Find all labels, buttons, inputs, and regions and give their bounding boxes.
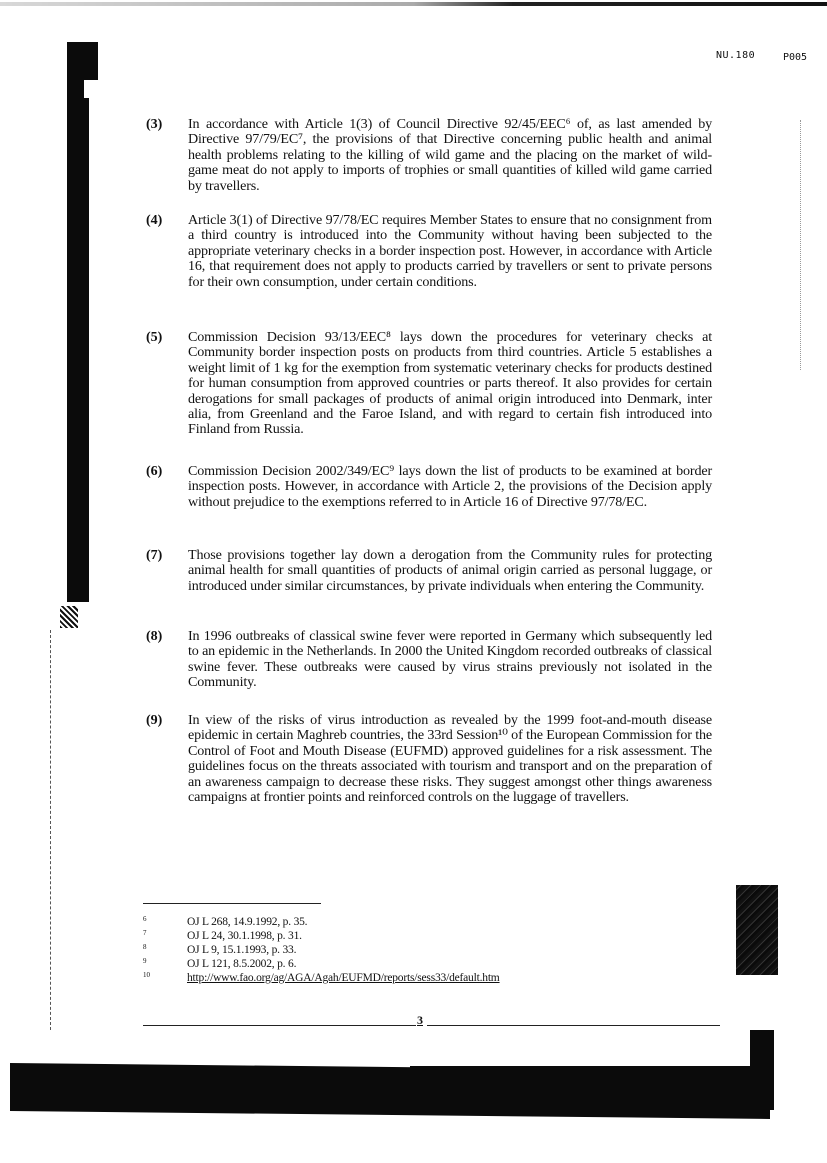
footnote-text: OJ L 121, 8.5.2002, p. 6.	[187, 958, 297, 970]
paragraph-number: (6)	[146, 464, 163, 479]
footnote-marker: 7	[143, 929, 147, 937]
footnote-marker: 10	[143, 971, 150, 979]
fax-page-label: P005	[783, 52, 808, 63]
page-rule-right	[427, 1025, 720, 1026]
scan-left-black-notch	[84, 42, 98, 80]
scan-left-bar-gap	[84, 80, 90, 98]
footnote-link[interactable]: http://www.fao.org/ag/AGA/Agah/EUFMD/reports/sess33/default.htm	[187, 972, 500, 984]
paragraph-number: (7)	[146, 548, 163, 563]
paragraph-text: In view of the risks of virus introduction as revealed by the 1999 foot-and-mouth disease epidemic in certain Maghreb countries, the 33rd Session¹⁰ of the European Commission for the Control of Foot and Mouth Disease (EUFMD) approved guidelines for a risk assessment. The guidelines focus on the threats associated with tourism and transport and on the preparation of an awareness campaign to decrease these risks. They suggest amongst other things awareness campaigns at frontier points and reinforced controls on the luggage of travellers.	[188, 712, 712, 806]
paragraph-number: (8)	[146, 629, 163, 644]
footnote-item	[143, 929, 563, 943]
scan-left-speckle	[60, 606, 78, 628]
footnote-separator	[143, 903, 321, 904]
paragraph-number: (3)	[146, 117, 163, 132]
paragraph-number: (5)	[146, 330, 163, 345]
page-rule-left	[143, 1025, 416, 1026]
footnote-item	[143, 957, 563, 971]
scan-right-noise-block	[736, 885, 778, 975]
footnote-item	[143, 915, 563, 929]
paragraph-number: (4)	[146, 213, 163, 228]
footnote-text: OJ L 24, 30.1.1998, p. 31.	[187, 930, 302, 942]
footnote-marker: 8	[143, 943, 147, 951]
fax-number: NU.180	[716, 50, 756, 61]
scan-left-dashed-edge	[50, 630, 51, 1030]
scan-left-black-bar	[67, 42, 89, 602]
paragraph-number: (9)	[146, 713, 163, 728]
paragraph-text: Article 3(1) of Directive 97/78/EC requires Member States to ensure that no consignment from a third country is introduced into the Community without having been subjected to the appropriate veterinary checks in a border inspection post. However, in accordance with Article 16, that requirement does not apply to products carried by travellers or sent to private persons for their own consumption, under certain conditions.	[188, 212, 712, 290]
scan-bottom-black-bar-right	[410, 1066, 770, 1104]
footnote-marker: 6	[143, 915, 147, 923]
footnote-text: OJ L 9, 15.1.1993, p. 33.	[187, 944, 297, 956]
paragraph-text: In accordance with Article 1(3) of Council Directive 92/45/EEC⁶ of, as last amended by Directive 97/79/EC⁷, the provisions of that Directive concerning public health and animal health problems relating to the killing of wild game and the placing on the market of wild-game meat do not apply to imports of trophies or small quantities of killed wild game carried by travellers.	[188, 116, 712, 194]
scan-right-dotted-edge	[800, 120, 801, 370]
paragraph-text: Those provisions together lay down a derogation from the Community rules for protecting animal health for small quantities of products of animal origin carried as personal luggage, or introduced under similar circumstances, by private individuals when entering the Community.	[188, 547, 712, 594]
paragraph-text: Commission Decision 2002/349/EC⁹ lays down the list of products to be examined at border inspection posts. However, in accordance with Article 2, the provisions of the Decision apply without prejudice to the exemptions referred to in Article 16 of Directive 97/78/EC.	[188, 463, 712, 510]
paragraph-text: In 1996 outbreaks of classical swine fever were reported in Germany which subsequently led to an epidemic in the Netherlands. In 2000 the United Kingdom recorded outbreaks of classical swine fever. These outbreaks were caused by virus strains previously not isolated in the Community.	[188, 628, 712, 691]
footnote-marker: 9	[143, 957, 147, 965]
paragraph-text: Commission Decision 93/13/EEC⁸ lays down the procedures for veterinary checks at Community border inspection posts on products from third countries. Article 5 establishes a weight limit of 1 kg for the exemption from systematic veterinary checks for products destined for human consumption from approved countries or parts thereof. It also provides for certain derogations for small packages of products of animal origin introduced into Denmark, inter alia, from Greenland and the Faroe Island, and with regard to certain fish introduced into Finland from Russia.	[188, 329, 712, 438]
scan-top-edge	[0, 2, 827, 6]
footnote-item	[143, 943, 563, 957]
footnotes	[143, 915, 563, 985]
page-number: 3	[417, 1013, 423, 1027]
footnote-item	[143, 971, 563, 985]
footnote-text: OJ L 268, 14.9.1992, p. 35.	[187, 916, 308, 928]
